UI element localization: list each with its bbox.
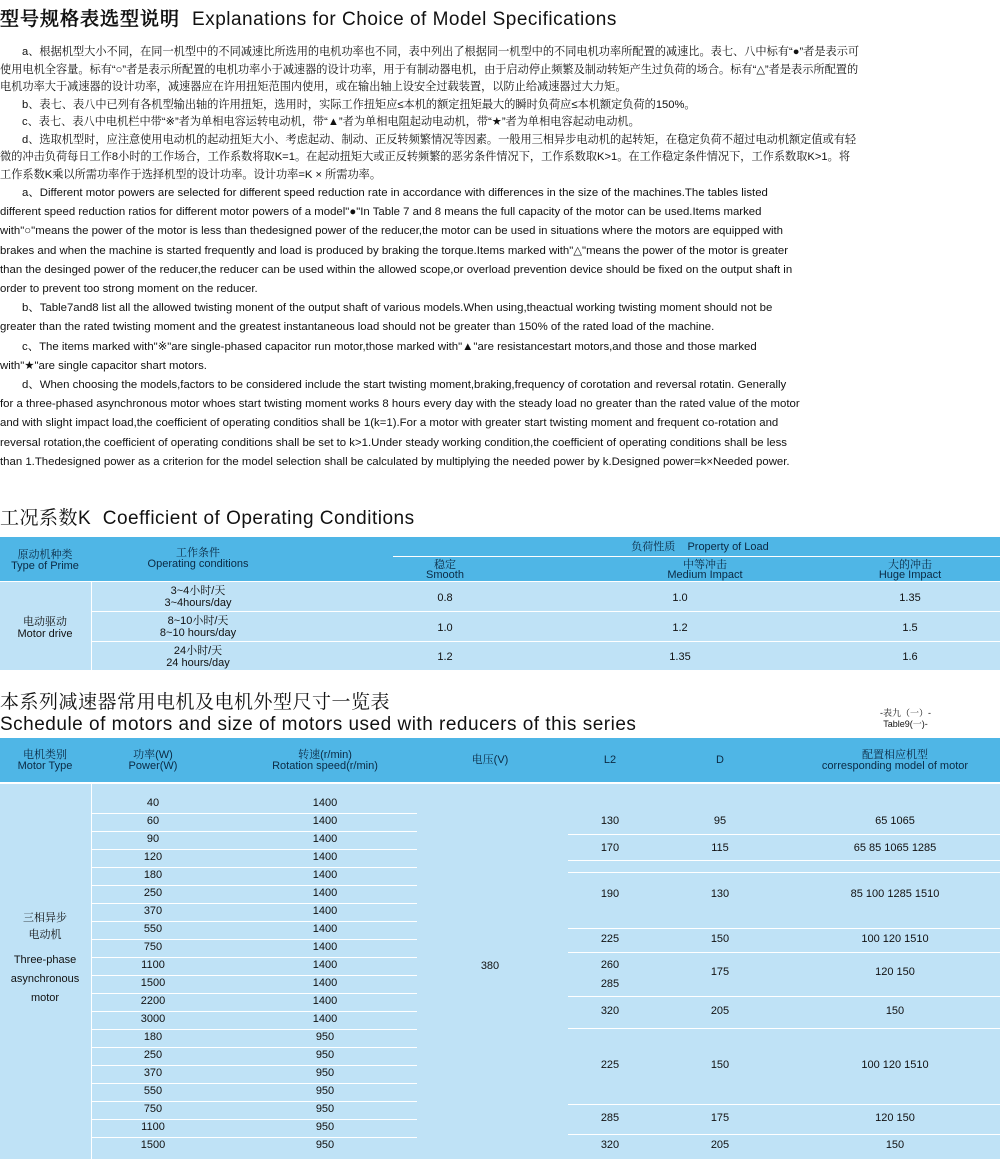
schedule-title [0,692,636,736]
speed-value: 950 [315,1067,335,1079]
power-value: 370 [143,1067,163,1079]
medium-header-cn: 中等冲击 [683,559,727,571]
speed-value: 950 [315,1031,335,1043]
smooth-header-en: Smooth [426,569,464,581]
power-value: 40 [146,797,160,809]
l2-value: 225 [600,1059,620,1071]
speed-value: 1400 [312,833,338,845]
d-value: 150 [710,1059,730,1071]
l2-value: 130 [600,815,620,827]
speed-value: 950 [315,1139,335,1151]
d-value: 150 [710,933,730,945]
speed-header-en: Rotation speed(r/min) [272,760,378,772]
power-header-en: Power(W) [128,760,178,772]
cn-paragraph-c: c、表七、表八中电机栏中带“※”者为单相电容运转电动机，带“▲”者为单相电阻起动电动机，带“★”者为单相电容起动电动机。 [22,116,640,128]
coefficient-title-cn: 工况系数K [0,508,92,529]
page-title-en: Explanations for Choice of Model Specifications [192,9,617,30]
speed-value: 1400 [312,1013,338,1025]
speed-value: 1400 [312,815,338,827]
speed-value: 1400 [312,941,338,953]
power-value: 1100 [141,959,165,971]
power-value: 1500 [140,977,166,989]
model-value: 120 150 [875,1112,915,1124]
motor-type-cn: 三相异步 [23,912,67,924]
power-value: 250 [143,887,163,899]
speed-header-cn: 转速(r/min) [298,749,352,761]
speed-value: 1400 [312,869,338,881]
cn-paragraph-b: b、表七、表八中已列有各机型输出轴的许用扭矩，选用时，实际工作扭矩应≤本机的额定扭矩最大的瞬时负荷应≤本机额定负荷的150%。 [22,98,696,111]
d-value: 205 [710,1005,730,1017]
l2-value: 170 [600,842,620,854]
huge-header-cn: 大的冲击 [888,559,932,571]
d-value: 175 [710,966,730,978]
page-title [0,4,617,31]
speed-value: 1400 [312,959,338,971]
power-value: 120 [143,851,163,863]
table-number: -表九（一）- Table9(一)- [880,708,931,729]
smooth-header-cn: 稳定 [434,559,456,571]
d-value: 130 [710,888,730,900]
schedule-title-en: Schedule of motors and size of motors used with reducers of this series [0,714,637,735]
power-value: 180 [143,869,163,881]
l2-value: 285 [600,978,620,990]
model-header-cn: 配置相应机型 [862,749,928,761]
power-value: 90 [146,833,160,845]
english-explanations [0,184,800,472]
coefficient-title [0,503,415,530]
voltage-header: 电压(V) [471,754,509,766]
model-value: 150 [885,1005,905,1017]
power-value: 550 [143,923,163,935]
power-value: 750 [143,1103,163,1115]
huge-value: 1.6 [902,651,918,663]
speed-value: 950 [315,1085,335,1097]
coefficient-title-en: Coefficient of Operating Conditions [102,508,415,529]
d-value: 205 [710,1139,730,1151]
speed-value: 1400 [312,995,338,1007]
power-value: 550 [143,1085,163,1097]
model-value: 150 [885,1139,905,1151]
power-value: 180 [143,1031,163,1043]
en-paragraph-c: c、The items marked with"※"are single-phased capacitor run motor,those marked with"▲"are resistancestart motors,and those and those marked with"★"are single capacitor shart motors. [0,340,757,372]
speed-value: 1400 [312,977,338,989]
motor-drive-cn: 电动驱动 [23,616,67,628]
l2-value: 285 [600,1112,620,1124]
medium-value: 1.35 [669,651,691,663]
medium-value: 1.0 [672,592,688,604]
en-paragraph-d: d、When choosing the models,factors to be considered include the start twisting moment,braking,frequency of corotation and reversal rotatin. Generally for a three-phased asynchronous motor whoes start twisting moment works 8 hours every day with the steady load no greater than the rated value of the motor and with slight impact load,the coefficient of operating conditios shall be 1(k=1).For a motor with greater start twisting moment and frequent co-rotation and reversal rotation,the coefficient of operating conditions shall be set to k>1.Under steady working condition,the coefficient of operating conditions shall be less than 1.Thedesigned power as a criterion for the model selection shall be calculated by multiplying the needed power by k.Designed power=k×Needed power. [0,379,800,468]
power-value: 250 [143,1049,163,1061]
speed-value: 950 [315,1049,335,1061]
power-value: 750 [143,941,163,953]
en-paragraph-b: b、Table7and8 list all the allowed twisting monent of the output shaft of various models.When using,theactual working twisting moment should not be greater than the rated twisting moment and the greatest instantaneous load should not be greater than 150% of the rated load of the machine. [0,302,773,334]
power-value: 370 [143,905,163,917]
voltage-value: 380 [480,960,500,972]
power-value: 2200 [140,995,166,1007]
condition-cn: 3~4小时/天 [170,585,226,597]
motor-type-en: Three-phase [13,954,77,966]
schedule-title-cn: 本系列减速器常用电机及电机外型尺寸一览表 [0,692,391,713]
model-value: 100 120 1510 [861,1059,929,1071]
l2-value: 320 [600,1005,620,1017]
d-header: D [716,754,724,766]
cn-paragraph-a: a、根据机型大小不同，在同一机型中的不同减速比所选用的电机功率也不同，表中列出了根据同一机型中的不同电机功率所配置的减速比。表七、八中标有“●”者是表示可使用电机全容量。标有“○”者是表示所配置的电机功率小于减速器的设计功率，用于有制动器电机，由于启动停止频繁及制动转矩产生过负荷的场合。标有“△”者是表示所配置的电机功率大于减速器的设计功率，减速器应在许用扭矩范围内使用，或在输出轴上设安全过载装置，以防止给减速器过大力矩。 [0,46,860,93]
speed-value: 950 [315,1121,335,1133]
l2-header: L2 [603,754,617,766]
medium-value: 1.2 [672,622,688,634]
motor-type-en: asynchronous [10,973,80,985]
model-value: 65 1065 [875,815,915,827]
prime-header-cn: 原动机种类 [17,549,73,561]
speed-value: 1400 [312,797,338,809]
en-paragraph-a: a、Different motor powers are selected for different speed reduction rate in accordance with differences in the size of the machines.The tables listed different speed reduction ratios for different motor powers of a model"●"In Table 7 and 8 means the full capacity of the motor can be used.Items marked with"○"means the power of the motor is less than thedesigned power of the reducer,the motor can be used in situations where the motors are equipped with brakes and when the machine is started frequently and load is produced by braking the torque.Items marked with"△"means the power of the motor is greater than the desinged power of the reducer,the reducer can be used within the allowed scope,or overload prevention device should be fixed on the output shaft in order to prevent too strong moment on the reducer. [0,187,793,296]
condition-cn: 24小时/天 [173,645,223,657]
page-title-cn: 型号规格表选型说明 [0,9,181,30]
motor-type-cn: 电动机 [28,929,62,941]
speed-value: 950 [315,1103,335,1115]
cn-paragraph-d: d、选取机型时，应注意使用电动机的起动扭矩大小、考虑起动、制动、正反转频繁情况等因素。一般用三相异步电动机的起转矩，在稳定负荷不超过电动机额定值或有轻微的冲击负荷每日工作8小时的工作场合，工作系数将取K=1。在起动扭矩大或正反转频繁的恶劣条件情况下，工作系数取K>1。在工作稳定条件情况下，工作系数取K>1。将工作系数K乘以所需功率作于选择机型的设计功率。设计功率=K × 所需功率。 [0,133,857,181]
motor-drive-en: Motor drive [17,628,73,640]
model-value: 85 100 1285 1510 [850,888,940,900]
speed-value: 1400 [312,923,338,935]
speed-value: 1400 [312,905,338,917]
chinese-explanations [0,44,860,184]
l2-value: 190 [600,888,620,900]
l2-value: 260 [600,959,620,971]
conditions-header-cn: 工作条件 [176,547,220,559]
condition-en: 8~10 hours/day [159,627,237,639]
smooth-value: 1.2 [437,651,453,663]
medium-header-en: Medium Impact [667,569,743,581]
huge-value: 1.5 [902,622,918,634]
model-value: 65 85 1065 1285 [853,842,937,854]
huge-header-en: Huge Impact [878,569,942,581]
condition-cn: 8~10小时/天 [167,615,229,627]
conditions-header-en: Operating conditions [147,558,249,570]
prime-header-en: Type of Prime [11,560,79,572]
d-value: 175 [710,1112,730,1124]
d-value: 115 [711,842,729,854]
l2-value: 225 [600,933,620,945]
motor-type-en: motor [30,992,60,1004]
power-value: 1500 [140,1139,166,1151]
model-value: 120 150 [875,966,915,978]
d-value: 95 [713,815,727,827]
smooth-value: 0.8 [437,592,453,604]
motor-type-header-cn: 电机类别 [23,749,67,761]
speed-value: 1400 [312,887,338,899]
speed-value: 1400 [312,851,338,863]
power-header-cn: 功率(W) [133,749,173,761]
model-value: 100 120 1510 [861,933,929,945]
power-value: 3000 [140,1013,166,1025]
condition-en: 24 hours/day [166,657,230,669]
smooth-value: 1.0 [437,622,453,634]
property-of-load-header: 负荷性质 Property of Load [631,541,769,553]
motor-type-header-en: Motor Type [17,760,73,772]
power-value: 60 [146,815,160,827]
condition-en: 3~4hours/day [164,597,232,609]
power-value: 1100 [141,1121,165,1133]
huge-value: 1.35 [899,592,921,604]
l2-value: 320 [600,1139,620,1151]
model-header-en: corresponding model of motor [821,760,969,772]
